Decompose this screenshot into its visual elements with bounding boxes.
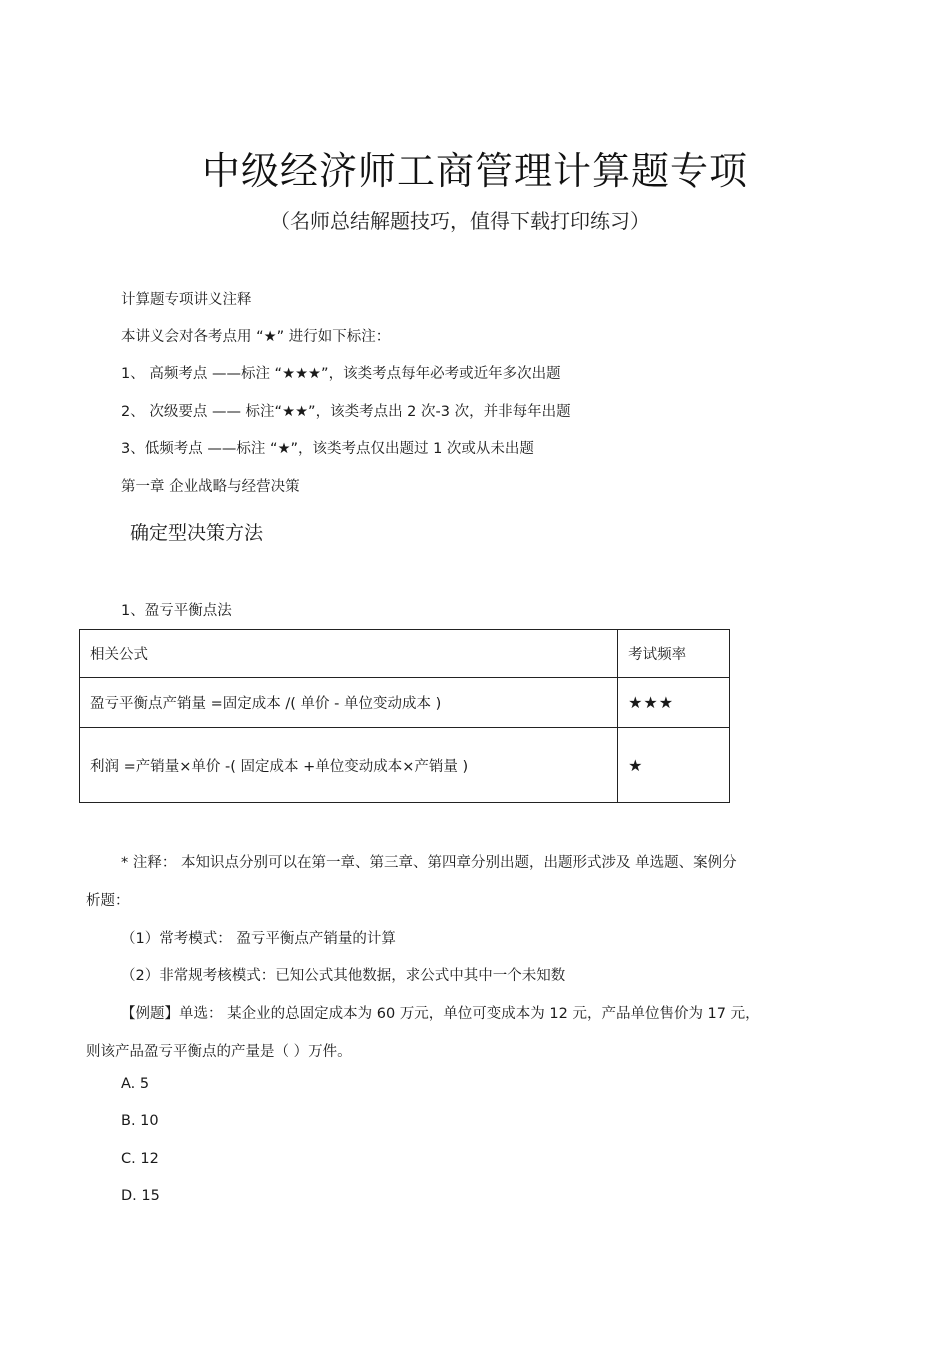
- document-title: 中级经济师工商管理计算题专项: [201, 149, 748, 193]
- document-subtitle: （名师总结解题技巧，值得下载打印练习）: [270, 209, 650, 233]
- table-row: [80, 678, 730, 728]
- frequency-stars: ★: [618, 728, 730, 803]
- frequency-stars: ★★★: [618, 678, 730, 728]
- intro-item-low-frequency: 3、低频考点 ——标注 “★”，该类考点仅出题过 1 次或从未出题: [121, 441, 534, 457]
- header-frequency: 考试频率: [618, 630, 730, 678]
- subsection-title: 1、盈亏平衡点法: [121, 603, 232, 619]
- mode-uncommon: （2）非常规考核模式：已知公式其他数据，求公式中其中一个未知数: [121, 968, 566, 984]
- intro-item-high-frequency: 1、 高频考点 ——标注 “★★★”，该类考点每年必考或近年多次出题: [121, 366, 561, 382]
- intro-line: 本讲义会对各考点用 “★” 进行如下标注：: [121, 329, 391, 345]
- header-formula: 相关公式: [80, 630, 618, 678]
- formula-cell: 盈亏平衡点产销量 =固定成本 /( 单价 - 单位变动成本 ): [80, 678, 618, 728]
- example-question: 【例题】单选： 某企业的总固定成本为 60 万元，单位可变成本为 12 元，产品单位售价为 17 元，: [121, 1006, 760, 1022]
- mode-common: （1）常考模式： 盈亏平衡点产销量的计算: [121, 931, 396, 947]
- example-question-continued: 则该产品盈亏平衡点的产量是（ ）万件。: [86, 1044, 352, 1060]
- note-line: * 注释： 本知识点分别可以在第一章、第三章、第四章分别出题，出题形式涉及 单选题、案例分: [121, 855, 737, 871]
- option-d: D. 15: [121, 1188, 160, 1204]
- chapter-heading: 第一章 企业战略与经营决策: [121, 479, 300, 495]
- table-row: [80, 728, 730, 803]
- option-c: C. 12: [121, 1151, 159, 1167]
- intro-item-secondary: 2、 次级要点 —— 标注“★★”，该类考点出 2 次-3 次，并非每年出题: [121, 404, 571, 420]
- option-a: A. 5: [121, 1076, 150, 1092]
- table-header-row: [80, 630, 730, 678]
- option-b: B. 10: [121, 1113, 159, 1129]
- section-title: 确定型决策方法: [130, 522, 264, 544]
- formula-table: [79, 629, 730, 803]
- intro-heading: 计算题专项讲义注释: [121, 292, 252, 308]
- formula-cell: 利润 =产销量×单价 -( 固定成本 +单位变动成本×产销量 ): [80, 728, 618, 803]
- note-line-continued: 析题：: [86, 893, 130, 909]
